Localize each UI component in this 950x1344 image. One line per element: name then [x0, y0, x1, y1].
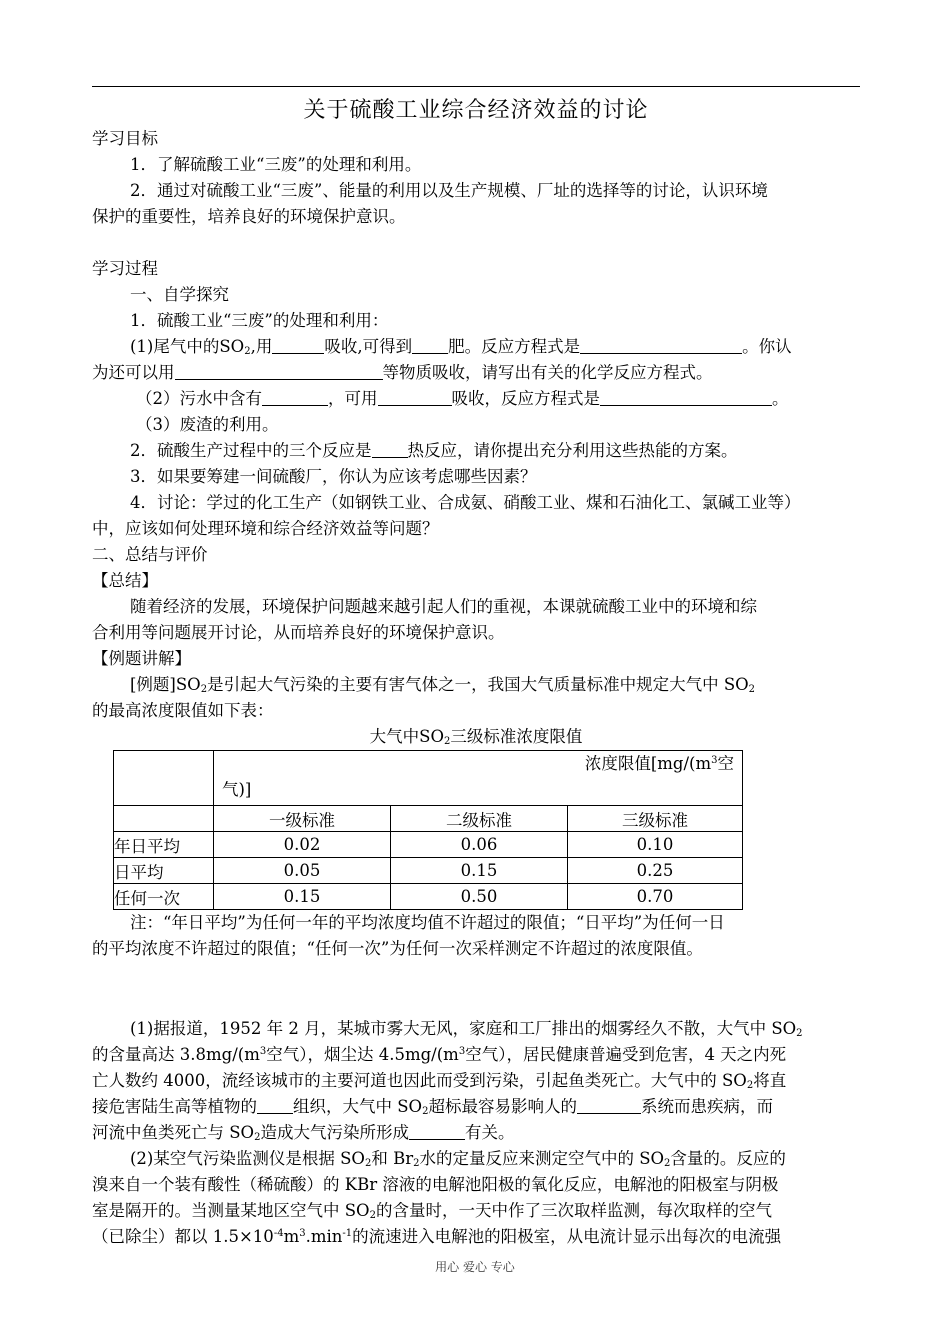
table-cell: 0.10 — [568, 832, 743, 858]
table-cell: 0.02 — [214, 832, 391, 858]
header-rule — [92, 86, 860, 87]
question-4a: 4．讨论：学过的化工生产（如钢铁工业、合成氨、硝酸工业、煤和石油化工、氯碱工业等） — [130, 493, 801, 512]
example-line-2: 的最高浓度限值如下表： — [92, 701, 274, 720]
answer-blank[interactable] — [378, 387, 452, 406]
question-1-3: （3）废渣的利用。 — [136, 415, 279, 434]
answer-blank[interactable] — [372, 439, 408, 458]
part-2-line-1: (2)某空气污染监测仪是根据 $SO_2$和 $Br_2$水的定量反应来测定空气中的 $SO_2$含量的。反应的 — [130, 1149, 786, 1169]
question-4b: 中，应该如何处理环境和综合经济效益等问题？ — [92, 519, 439, 538]
goal-item-2b: 保护的重要性，培养良好的环境保护意识。 — [92, 207, 406, 226]
part-1-line-1: (1)据报道，1952 年 2 月，某城市雾大无风，家庭和工厂排出的烟雾经久不散，大气中 $SO_2$ — [130, 1019, 803, 1039]
part-1-line-3: 亡人数约 4000，流经该城市的主要河道也因此而受到污染，引起鱼类死亡。大气中的 $SO_2$将直 — [92, 1071, 787, 1091]
goal-item-1: 1．了解硫酸工业“三废”的处理和利用。 — [130, 155, 422, 174]
table-cell: 0.25 — [568, 858, 743, 884]
question-2: 2．硫酸生产过程中的三个反应是 热反应，请你提出充分利用这些热能的方案。 — [130, 441, 738, 460]
table-cell: 0.05 — [214, 858, 391, 884]
part-2-line-4: （已除尘）都以 $1.5\times 10^{-4}m^3.\min^{-1}$的流速进入电解池的阳极室，从电流计显示出每次的电流强 — [92, 1227, 782, 1246]
table-caption: 大气中$SO_2$三级标准浓度限值 — [369, 727, 583, 747]
answer-blank[interactable] — [175, 361, 383, 380]
question-1: 1．硫酸工业“三废”的处理和利用： — [130, 311, 389, 330]
goal-item-2a: 2．通过对硫酸工业“三废”、能量的利用以及生产规模、厂址的选择等的讨论，认识环境 — [130, 181, 768, 200]
row-label: 日平均 — [114, 858, 214, 884]
table-cell: 0.50 — [391, 884, 568, 910]
grade-header: 一级标准 — [214, 806, 391, 832]
answer-blank[interactable] — [272, 335, 324, 354]
grade-header: 三级标准 — [568, 806, 743, 832]
row-label: 年日平均 — [114, 832, 214, 858]
table-row — [114, 858, 743, 884]
answer-blank[interactable] — [600, 387, 772, 406]
part-1-line-2: 的含量高达 $3.8mg/(m^3$空气），烟尘达 $4.5mg/(m^3$空气），居民健康普遍受到危害，4 天之内死 — [92, 1045, 787, 1064]
summary-tag: 【总结】 — [92, 571, 158, 590]
process-heading: 学习过程 — [92, 259, 158, 278]
section-2-heading: 二、总结与评价 — [92, 545, 208, 564]
page-footer: 用心 爱心 专心 — [435, 1260, 515, 1274]
table-corner-cell — [114, 806, 214, 832]
table-row — [114, 832, 743, 858]
table-cell: 0.06 — [391, 832, 568, 858]
row-label: 任何一次 — [114, 884, 214, 910]
part-1-line-4: 接危害陆生高等植物的 组织，大气中 $SO_2$超标最容易影响人的 系统而患疾病，而 — [92, 1097, 773, 1117]
concentration-limit-table — [113, 750, 743, 910]
answer-blank[interactable] — [412, 335, 448, 354]
question-1-1-cont: 为还可以用 等物质吸收，请写出有关的化学反应方程式。 — [92, 363, 713, 382]
example-line-1: [例题]$SO_2$是引起大气污染的主要有害气体之一，我国大气质量标准中规定大气中 $SO_2$ — [130, 675, 756, 695]
section-1-heading: 一、自学探究 — [130, 285, 229, 304]
question-1-2: （2）污水中含有 ，可用 吸收，反应方程式是 。 — [136, 389, 789, 408]
table-cell: 0.15 — [391, 858, 568, 884]
summary-line-1: 随着经济的发展，环境保护问题越来越引起人们的重视，本课就硫酸工业中的环境和综 — [130, 597, 757, 616]
table-note-2: 的平均浓度不许超过的限值；“任何一次”为任何一次采样测定不许超过的浓度限值。 — [92, 939, 703, 958]
table-cell: 0.70 — [568, 884, 743, 910]
answer-blank[interactable] — [580, 335, 742, 354]
grade-header: 二级标准 — [391, 806, 568, 832]
answer-blank[interactable] — [577, 1095, 641, 1114]
table-note-1: 注：“年日平均”为任何一年的平均浓度均值不许超过的限值；“日平均”为任何一日 — [130, 913, 725, 932]
example-tag: 【例题讲解】 — [92, 649, 191, 668]
table-unit-header: 浓度限值[$mg/(m^3$空 气)] — [214, 751, 743, 806]
part-2-line-3: 室是隔开的。当测量某地区空气中 $SO_2$的含量时，一天中作了三次取样监测，每次取样的空气 — [92, 1201, 772, 1221]
answer-blank[interactable] — [409, 1121, 465, 1140]
answer-blank[interactable] — [257, 1095, 293, 1114]
summary-line-2: 合利用等问题展开讨论，从而培养良好的环境保护意识。 — [92, 623, 505, 642]
goals-heading: 学习目标 — [92, 129, 158, 148]
answer-blank[interactable] — [262, 387, 328, 406]
part-1-line-5: 河流中鱼类死亡与 $SO_2$造成大气污染所形成 有关。 — [92, 1123, 515, 1143]
question-1-1: (1)尾气中的$SO_2$,用 吸收,可得到 肥。反应方程式是 。你认 — [130, 337, 792, 357]
table-row — [114, 884, 743, 910]
question-3: 3．如果要筹建一间硫酸厂，你认为应该考虑哪些因素？ — [130, 467, 537, 486]
table-cell: 0.15 — [214, 884, 391, 910]
part-2-line-2: 溴来自一个装有酸性（稀硫酸）的 KBr 溶液的电解池阳极的氧化反应，电解池的阳极室与阴极 — [92, 1175, 779, 1194]
page-title: 关于硫酸工业综合经济效益的讨论 — [303, 98, 649, 123]
table-corner-cell — [114, 751, 214, 806]
